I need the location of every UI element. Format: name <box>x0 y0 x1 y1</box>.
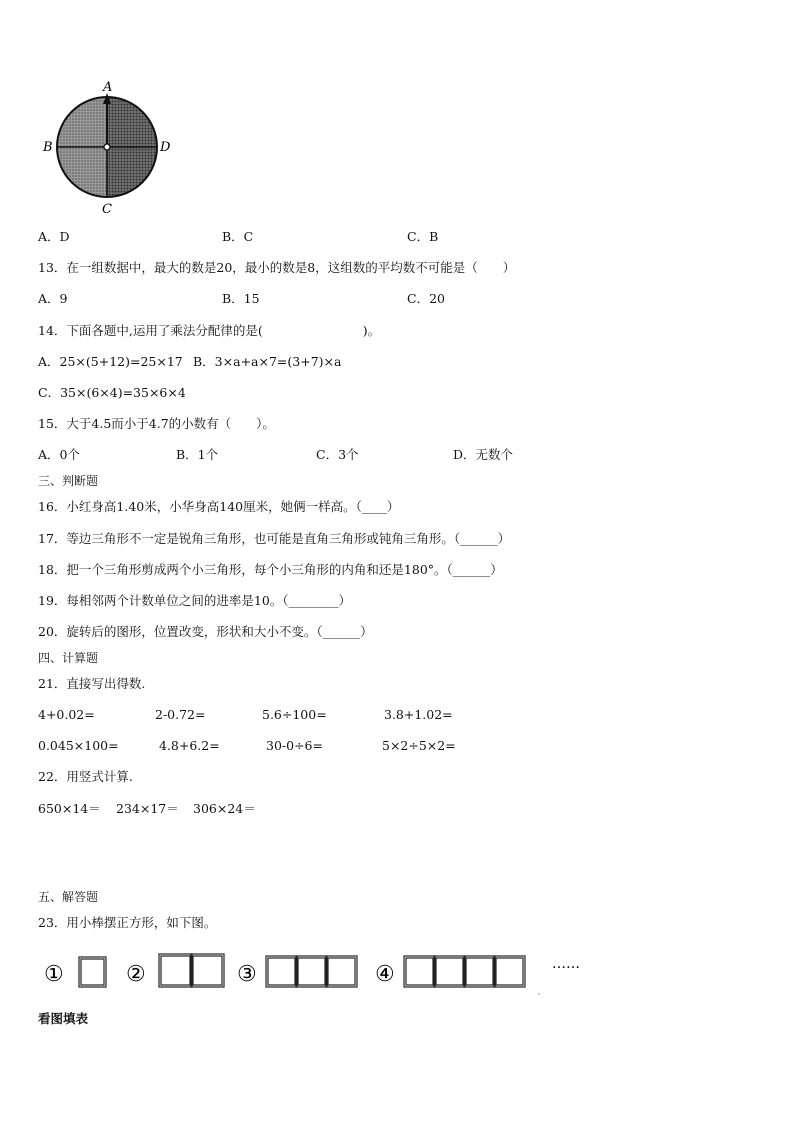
q21-r1-c4: 3.8+1.02= <box>384 707 453 722</box>
q23-footer: 看图填表 <box>38 1011 89 1026</box>
fig-label-1: ① <box>44 962 64 987</box>
fig-label-3: ③ <box>237 962 257 987</box>
q15-option-c: C．3个 <box>316 447 359 462</box>
label-a: A <box>103 80 113 95</box>
q14-option-b: B．3×a+a×7=(3+7)×a <box>193 354 342 369</box>
q20: 20．旋转后的图形，位置改变，形状和大小不变。（______） <box>38 624 373 639</box>
q22-item-3: 306×24＝ <box>193 801 256 816</box>
label-d: D <box>160 140 171 155</box>
section-calculation-heading: 四、计算题 <box>38 651 99 665</box>
q21-r1-c2: 2-0.72= <box>155 707 206 722</box>
q21-r1-c3: 5.6÷100= <box>262 707 327 722</box>
q17: 17．等边三角形不一定是锐角三角形，也可能是直角三角形或钝角三角形。（______） <box>38 531 511 546</box>
q15-option-b: B．1个 <box>176 447 219 462</box>
q13-option-c: C．20 <box>407 291 445 306</box>
q15-option-a: A．0个 <box>38 447 80 462</box>
q12-option-a: A．D <box>38 229 70 244</box>
q22-stem: 22．用竖式计算. <box>38 769 133 784</box>
q21-r1-c1: 4+0.02= <box>38 707 95 722</box>
q13-stem: 13．在一组数据中，最大的数是20，最小的数是8，这组数的平均数不可能是（ ） <box>38 260 516 275</box>
q22-item-1: 650×14＝ <box>38 801 101 816</box>
section-solution-heading: 五、解答题 <box>38 890 99 904</box>
label-b: B <box>43 140 53 155</box>
q18: 18．把一个三角形剪成两个小三角形，每个小三角形的内角和还是180°。（______） <box>38 562 503 577</box>
q15-stem: 15．大于4.5而小于4.7的小数有（ ）。 <box>38 416 275 431</box>
label-c: C <box>102 202 112 217</box>
q23-stem: 23．用小棒摆正方形，如下图。 <box>38 915 217 930</box>
fig-label-2: ② <box>126 962 146 987</box>
q13-option-a: A．9 <box>38 291 68 306</box>
matchstick-squares-figure <box>40 948 600 998</box>
q21-stem: 21．直接写出得数. <box>38 676 146 691</box>
circle-figure <box>36 76 186 221</box>
q14-option-a: A．25×(5+12)=25×17 <box>38 354 183 369</box>
q12-option-b: B．C <box>222 229 254 244</box>
q21-r2-c1: 0.045×100= <box>38 738 119 753</box>
q13-option-b: B．15 <box>222 291 260 306</box>
q21-r2-c2: 4.8+6.2= <box>159 738 220 753</box>
section-judgment-heading: 三、判断题 <box>38 474 99 488</box>
fig-ellipsis: …… <box>552 956 580 972</box>
q21-r2-c4: 5×2÷5×2= <box>382 738 456 753</box>
q19: 19．每相邻两个计数单位之间的进率是10。（________） <box>38 593 352 608</box>
fig-label-4: ④ <box>375 962 395 987</box>
q12-option-c: C．B <box>407 229 439 244</box>
q15-option-d: D．无数个 <box>453 447 514 462</box>
q22-item-2: 234×17＝ <box>116 801 179 816</box>
q14-option-c: C．35×(6×4)=35×6×4 <box>38 385 186 400</box>
q21-r2-c3: 30-0÷6= <box>266 738 323 753</box>
q14-stem: 14．下面各题中,运用了乘法分配律的是( )。 <box>38 323 381 338</box>
q16: 16．小红身高1.40米，小华身高140厘米，她俩一样高。（____） <box>38 499 400 514</box>
